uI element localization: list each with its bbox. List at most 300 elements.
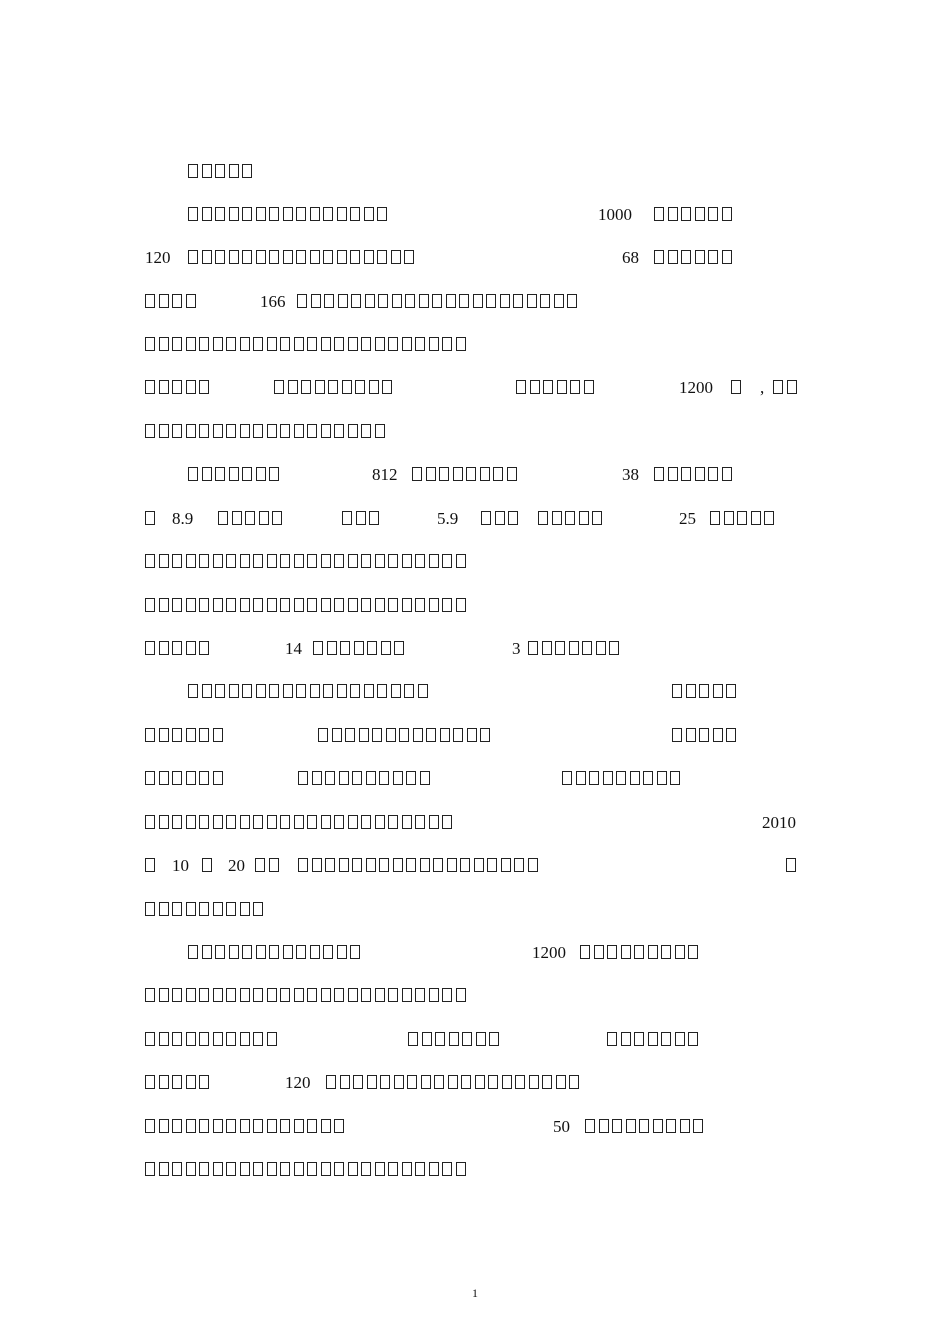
missing-glyph-box bbox=[334, 1162, 344, 1176]
missing-glyph-box bbox=[253, 1032, 263, 1046]
missing-glyph-box bbox=[186, 554, 196, 568]
text-line bbox=[0, 594, 950, 618]
missing-glyph-box bbox=[172, 598, 182, 612]
text-line bbox=[0, 984, 950, 1008]
missing-glyph-box bbox=[648, 945, 658, 959]
unrendered-glyph-run bbox=[218, 507, 286, 531]
missing-glyph-box bbox=[378, 294, 388, 308]
missing-glyph-box bbox=[280, 1162, 290, 1176]
unrendered-glyph-run bbox=[538, 507, 606, 531]
missing-glyph-box bbox=[159, 554, 169, 568]
missing-glyph-box bbox=[159, 815, 169, 829]
numeric-text: 50 bbox=[553, 1117, 570, 1136]
missing-glyph-box bbox=[354, 641, 364, 655]
missing-glyph-box bbox=[538, 511, 548, 525]
missing-glyph-box bbox=[350, 684, 360, 698]
missing-glyph-box bbox=[321, 1162, 331, 1176]
missing-glyph-box bbox=[269, 467, 279, 481]
missing-glyph-box bbox=[456, 337, 466, 351]
missing-glyph-box bbox=[724, 511, 734, 525]
missing-glyph-box bbox=[213, 988, 223, 1002]
missing-glyph-box bbox=[643, 771, 653, 785]
unrendered-glyph-run bbox=[145, 420, 388, 444]
missing-glyph-box bbox=[453, 467, 463, 481]
missing-glyph-box bbox=[579, 511, 589, 525]
missing-glyph-box bbox=[294, 554, 304, 568]
missing-glyph-box bbox=[186, 1032, 196, 1046]
missing-glyph-box bbox=[412, 467, 422, 481]
missing-glyph-box bbox=[327, 641, 337, 655]
missing-glyph-box bbox=[253, 554, 263, 568]
missing-glyph-box bbox=[159, 1119, 169, 1133]
unrendered-glyph-run bbox=[145, 376, 213, 400]
missing-glyph-box bbox=[456, 598, 466, 612]
missing-glyph-box bbox=[355, 380, 365, 394]
numeric-text: 20 bbox=[228, 856, 245, 875]
missing-glyph-box bbox=[366, 858, 376, 872]
missing-glyph-box bbox=[159, 424, 169, 438]
missing-glyph-box bbox=[199, 380, 209, 394]
missing-glyph-box bbox=[226, 1119, 236, 1133]
missing-glyph-box bbox=[307, 554, 317, 568]
missing-glyph-box bbox=[213, 1162, 223, 1176]
unrendered-glyph-run bbox=[342, 507, 383, 531]
missing-glyph-box bbox=[283, 684, 293, 698]
missing-glyph-box bbox=[337, 684, 347, 698]
missing-glyph-box bbox=[460, 858, 470, 872]
missing-glyph-box bbox=[269, 858, 279, 872]
missing-glyph-box bbox=[215, 164, 225, 178]
unrendered-glyph-run bbox=[412, 463, 520, 487]
missing-glyph-box bbox=[213, 815, 223, 829]
missing-glyph-box bbox=[348, 598, 358, 612]
missing-glyph-box bbox=[226, 815, 236, 829]
missing-glyph-box bbox=[654, 250, 664, 264]
missing-glyph-box bbox=[699, 728, 709, 742]
missing-glyph-box bbox=[352, 771, 362, 785]
missing-glyph-box bbox=[159, 902, 169, 916]
missing-glyph-box bbox=[274, 380, 284, 394]
missing-glyph-box bbox=[392, 294, 402, 308]
missing-glyph-box bbox=[695, 467, 705, 481]
missing-glyph-box bbox=[393, 858, 403, 872]
missing-glyph-box bbox=[199, 988, 209, 1002]
missing-glyph-box bbox=[459, 294, 469, 308]
missing-glyph-box bbox=[242, 467, 252, 481]
missing-glyph-box bbox=[686, 684, 696, 698]
missing-glyph-box bbox=[328, 380, 338, 394]
numeric-text: 120 bbox=[145, 248, 171, 267]
missing-glyph-box bbox=[661, 945, 671, 959]
missing-glyph-box bbox=[294, 337, 304, 351]
missing-glyph-box bbox=[562, 771, 572, 785]
numeric-text: 1200 bbox=[532, 943, 566, 962]
missing-glyph-box bbox=[218, 511, 228, 525]
missing-glyph-box bbox=[480, 467, 490, 481]
missing-glyph-box bbox=[342, 511, 352, 525]
numeric-text: 1200 bbox=[679, 378, 713, 397]
missing-glyph-box bbox=[340, 1075, 350, 1089]
missing-glyph-box bbox=[283, 250, 293, 264]
missing-glyph-box bbox=[377, 207, 387, 221]
missing-glyph-box bbox=[215, 945, 225, 959]
missing-glyph-box bbox=[310, 250, 320, 264]
missing-glyph-box bbox=[432, 294, 442, 308]
missing-glyph-box bbox=[474, 858, 484, 872]
missing-glyph-box bbox=[493, 467, 503, 481]
missing-glyph-box bbox=[172, 771, 182, 785]
missing-glyph-box bbox=[342, 380, 352, 394]
missing-glyph-box bbox=[726, 684, 736, 698]
missing-glyph-box bbox=[379, 858, 389, 872]
missing-glyph-box bbox=[379, 771, 389, 785]
missing-glyph-box bbox=[186, 815, 196, 829]
missing-glyph-box bbox=[310, 684, 320, 698]
missing-glyph-box bbox=[420, 771, 430, 785]
missing-glyph-box bbox=[388, 598, 398, 612]
missing-glyph-box bbox=[307, 815, 317, 829]
missing-glyph-box bbox=[657, 771, 667, 785]
missing-glyph-box bbox=[621, 945, 631, 959]
missing-glyph-box bbox=[695, 207, 705, 221]
missing-glyph-box bbox=[394, 1075, 404, 1089]
missing-glyph-box bbox=[334, 424, 344, 438]
missing-glyph-box bbox=[253, 902, 263, 916]
text-line bbox=[0, 463, 950, 487]
missing-glyph-box bbox=[255, 858, 265, 872]
missing-glyph-box bbox=[456, 1162, 466, 1176]
missing-glyph-box bbox=[186, 380, 196, 394]
missing-glyph-box bbox=[420, 858, 430, 872]
missing-glyph-box bbox=[514, 858, 524, 872]
missing-glyph-box bbox=[388, 337, 398, 351]
missing-glyph-box bbox=[199, 1075, 209, 1089]
missing-glyph-box bbox=[565, 511, 575, 525]
missing-glyph-box bbox=[415, 598, 425, 612]
numeric-text: 14 bbox=[285, 639, 302, 658]
missing-glyph-box bbox=[226, 902, 236, 916]
missing-glyph-box bbox=[375, 598, 385, 612]
unrendered-glyph-run bbox=[145, 1071, 213, 1095]
unrendered-glyph-run bbox=[786, 854, 800, 878]
missing-glyph-box bbox=[226, 988, 236, 1002]
missing-glyph-box bbox=[402, 554, 412, 568]
missing-glyph-box bbox=[253, 988, 263, 1002]
missing-glyph-box bbox=[159, 1032, 169, 1046]
missing-glyph-box bbox=[489, 1032, 499, 1046]
missing-glyph-box bbox=[199, 728, 209, 742]
missing-glyph-box bbox=[226, 1032, 236, 1046]
missing-glyph-box bbox=[213, 902, 223, 916]
missing-glyph-box bbox=[213, 554, 223, 568]
missing-glyph-box bbox=[467, 728, 477, 742]
missing-glyph-box bbox=[530, 380, 540, 394]
missing-glyph-box bbox=[668, 250, 678, 264]
missing-glyph-box bbox=[406, 858, 416, 872]
missing-glyph-box bbox=[253, 424, 263, 438]
unrendered-glyph-run bbox=[145, 1028, 280, 1052]
missing-glyph-box bbox=[199, 902, 209, 916]
missing-glyph-box bbox=[394, 641, 404, 655]
missing-glyph-box bbox=[672, 684, 682, 698]
missing-glyph-box bbox=[359, 728, 369, 742]
text-line bbox=[0, 507, 950, 531]
missing-glyph-box bbox=[442, 815, 452, 829]
missing-glyph-box bbox=[267, 988, 277, 1002]
unrendered-glyph-run bbox=[188, 160, 256, 184]
missing-glyph-box bbox=[528, 641, 538, 655]
missing-glyph-box bbox=[513, 294, 523, 308]
missing-glyph-box bbox=[159, 728, 169, 742]
missing-glyph-box bbox=[318, 728, 328, 742]
missing-glyph-box bbox=[429, 815, 439, 829]
missing-glyph-box bbox=[307, 337, 317, 351]
missing-glyph-box bbox=[202, 250, 212, 264]
missing-glyph-box bbox=[421, 1075, 431, 1089]
missing-glyph-box bbox=[540, 294, 550, 308]
missing-glyph-box bbox=[348, 988, 358, 1002]
missing-glyph-box bbox=[280, 988, 290, 1002]
missing-glyph-box bbox=[159, 988, 169, 1002]
missing-glyph-box bbox=[172, 380, 182, 394]
missing-glyph-box bbox=[502, 1075, 512, 1089]
text-line bbox=[0, 1071, 950, 1095]
unrendered-glyph-run bbox=[145, 1115, 348, 1139]
numeric-text: 166 bbox=[260, 292, 286, 311]
missing-glyph-box bbox=[145, 902, 155, 916]
missing-glyph-box bbox=[145, 294, 155, 308]
missing-glyph-box bbox=[688, 1032, 698, 1046]
missing-glyph-box bbox=[145, 424, 155, 438]
missing-glyph-box bbox=[199, 1119, 209, 1133]
missing-glyph-box bbox=[670, 771, 680, 785]
missing-glyph-box bbox=[159, 1162, 169, 1176]
missing-glyph-box bbox=[145, 554, 155, 568]
text-line bbox=[0, 333, 950, 357]
missing-glyph-box bbox=[402, 1162, 412, 1176]
missing-glyph-box bbox=[337, 945, 347, 959]
missing-glyph-box bbox=[418, 684, 428, 698]
missing-glyph-box bbox=[269, 684, 279, 698]
unrendered-glyph-run bbox=[145, 767, 226, 791]
missing-glyph-box bbox=[422, 1032, 432, 1046]
missing-glyph-box bbox=[434, 1075, 444, 1089]
missing-glyph-box bbox=[382, 380, 392, 394]
missing-glyph-box bbox=[172, 815, 182, 829]
missing-glyph-box bbox=[186, 294, 196, 308]
missing-glyph-box bbox=[267, 1162, 277, 1176]
text-line bbox=[0, 550, 950, 574]
missing-glyph-box bbox=[145, 858, 155, 872]
missing-glyph-box bbox=[554, 294, 564, 308]
missing-glyph-box bbox=[542, 641, 552, 655]
unrendered-glyph-run bbox=[145, 290, 199, 314]
missing-glyph-box bbox=[296, 207, 306, 221]
missing-glyph-box bbox=[145, 380, 155, 394]
missing-glyph-box bbox=[764, 511, 774, 525]
missing-glyph-box bbox=[188, 467, 198, 481]
missing-glyph-box bbox=[391, 684, 401, 698]
text-line bbox=[0, 160, 950, 184]
missing-glyph-box bbox=[675, 1032, 685, 1046]
missing-glyph-box bbox=[145, 1162, 155, 1176]
missing-glyph-box bbox=[486, 294, 496, 308]
missing-glyph-box bbox=[429, 337, 439, 351]
missing-glyph-box bbox=[213, 728, 223, 742]
unrendered-glyph-run bbox=[562, 767, 684, 791]
missing-glyph-box bbox=[186, 771, 196, 785]
unrendered-glyph-run bbox=[202, 854, 216, 878]
missing-glyph-box bbox=[159, 380, 169, 394]
text-line bbox=[0, 898, 950, 922]
missing-glyph-box bbox=[323, 207, 333, 221]
missing-glyph-box bbox=[325, 858, 335, 872]
unrendered-glyph-run bbox=[481, 507, 522, 531]
missing-glyph-box bbox=[298, 771, 308, 785]
unrendered-glyph-run bbox=[255, 854, 282, 878]
unrendered-glyph-run bbox=[145, 637, 213, 661]
missing-glyph-box bbox=[321, 424, 331, 438]
missing-glyph-box bbox=[361, 554, 371, 568]
missing-glyph-box bbox=[172, 728, 182, 742]
missing-glyph-box bbox=[215, 207, 225, 221]
missing-glyph-box bbox=[294, 424, 304, 438]
missing-glyph-box bbox=[552, 511, 562, 525]
missing-glyph-box bbox=[213, 598, 223, 612]
missing-glyph-box bbox=[339, 858, 349, 872]
missing-glyph-box bbox=[654, 207, 664, 221]
missing-glyph-box bbox=[388, 988, 398, 1002]
missing-glyph-box bbox=[199, 424, 209, 438]
missing-glyph-box bbox=[456, 988, 466, 1002]
missing-glyph-box bbox=[288, 380, 298, 394]
unrendered-glyph-run bbox=[188, 941, 364, 965]
missing-glyph-box bbox=[429, 988, 439, 1002]
missing-glyph-box bbox=[145, 337, 155, 351]
missing-glyph-box bbox=[172, 641, 182, 655]
missing-glyph-box bbox=[324, 294, 334, 308]
missing-glyph-box bbox=[365, 294, 375, 308]
missing-glyph-box bbox=[688, 945, 698, 959]
missing-glyph-box bbox=[580, 945, 590, 959]
missing-glyph-box bbox=[681, 207, 691, 221]
unrendered-glyph-run bbox=[298, 767, 433, 791]
missing-glyph-box bbox=[616, 771, 626, 785]
missing-glyph-box bbox=[737, 511, 747, 525]
missing-glyph-box bbox=[172, 294, 182, 308]
unrendered-glyph-run bbox=[408, 1028, 503, 1052]
missing-glyph-box bbox=[367, 641, 377, 655]
numeric-text: 8.9 bbox=[172, 509, 194, 528]
missing-glyph-box bbox=[609, 641, 619, 655]
missing-glyph-box bbox=[215, 684, 225, 698]
missing-glyph-box bbox=[567, 294, 577, 308]
missing-glyph-box bbox=[391, 250, 401, 264]
missing-glyph-box bbox=[337, 250, 347, 264]
missing-glyph-box bbox=[188, 207, 198, 221]
missing-glyph-box bbox=[442, 554, 452, 568]
missing-glyph-box bbox=[353, 1075, 363, 1089]
unrendered-glyph-run bbox=[297, 290, 581, 314]
missing-glyph-box bbox=[213, 771, 223, 785]
missing-glyph-box bbox=[648, 1032, 658, 1046]
missing-glyph-box bbox=[240, 1032, 250, 1046]
missing-glyph-box bbox=[686, 728, 696, 742]
missing-glyph-box bbox=[215, 250, 225, 264]
missing-glyph-box bbox=[426, 728, 436, 742]
missing-glyph-box bbox=[256, 207, 266, 221]
missing-glyph-box bbox=[321, 815, 331, 829]
missing-glyph-box bbox=[515, 1075, 525, 1089]
missing-glyph-box bbox=[773, 380, 783, 394]
missing-glyph-box bbox=[202, 858, 212, 872]
missing-glyph-box bbox=[145, 1075, 155, 1089]
missing-glyph-box bbox=[240, 1162, 250, 1176]
missing-glyph-box bbox=[722, 467, 732, 481]
missing-glyph-box bbox=[307, 1119, 317, 1133]
missing-glyph-box bbox=[442, 1162, 452, 1176]
missing-glyph-box bbox=[405, 294, 415, 308]
missing-glyph-box bbox=[145, 771, 155, 785]
missing-glyph-box bbox=[334, 337, 344, 351]
unrendered-glyph-run bbox=[672, 680, 740, 704]
missing-glyph-box bbox=[159, 294, 169, 308]
missing-glyph-box bbox=[350, 250, 360, 264]
missing-glyph-box bbox=[267, 815, 277, 829]
missing-glyph-box bbox=[245, 511, 255, 525]
missing-glyph-box bbox=[348, 1162, 358, 1176]
missing-glyph-box bbox=[294, 1162, 304, 1176]
missing-glyph-box bbox=[312, 858, 322, 872]
missing-glyph-box bbox=[556, 1075, 566, 1089]
missing-glyph-box bbox=[675, 945, 685, 959]
missing-glyph-box bbox=[481, 511, 491, 525]
missing-glyph-box bbox=[348, 815, 358, 829]
missing-glyph-box bbox=[226, 337, 236, 351]
missing-glyph-box bbox=[215, 467, 225, 481]
missing-glyph-box bbox=[415, 337, 425, 351]
missing-glyph-box bbox=[242, 945, 252, 959]
text-line bbox=[0, 290, 950, 314]
missing-glyph-box bbox=[267, 337, 277, 351]
missing-glyph-box bbox=[186, 424, 196, 438]
missing-glyph-box bbox=[375, 424, 385, 438]
missing-glyph-box bbox=[253, 1119, 263, 1133]
missing-glyph-box bbox=[321, 1119, 331, 1133]
missing-glyph-box bbox=[429, 1162, 439, 1176]
missing-glyph-box bbox=[388, 815, 398, 829]
missing-glyph-box bbox=[188, 945, 198, 959]
missing-glyph-box bbox=[334, 554, 344, 568]
missing-glyph-box bbox=[708, 250, 718, 264]
missing-glyph-box bbox=[442, 337, 452, 351]
missing-glyph-box bbox=[585, 1119, 595, 1133]
missing-glyph-box bbox=[229, 164, 239, 178]
text-line bbox=[0, 1028, 950, 1052]
missing-glyph-box bbox=[570, 380, 580, 394]
missing-glyph-box bbox=[269, 250, 279, 264]
missing-glyph-box bbox=[442, 598, 452, 612]
missing-glyph-box bbox=[202, 467, 212, 481]
unrendered-glyph-run bbox=[318, 724, 494, 748]
missing-glyph-box bbox=[240, 598, 250, 612]
missing-glyph-box bbox=[242, 207, 252, 221]
missing-glyph-box bbox=[280, 598, 290, 612]
missing-glyph-box bbox=[415, 1162, 425, 1176]
missing-glyph-box bbox=[500, 294, 510, 308]
missing-glyph-box bbox=[576, 771, 586, 785]
missing-glyph-box bbox=[375, 988, 385, 1002]
